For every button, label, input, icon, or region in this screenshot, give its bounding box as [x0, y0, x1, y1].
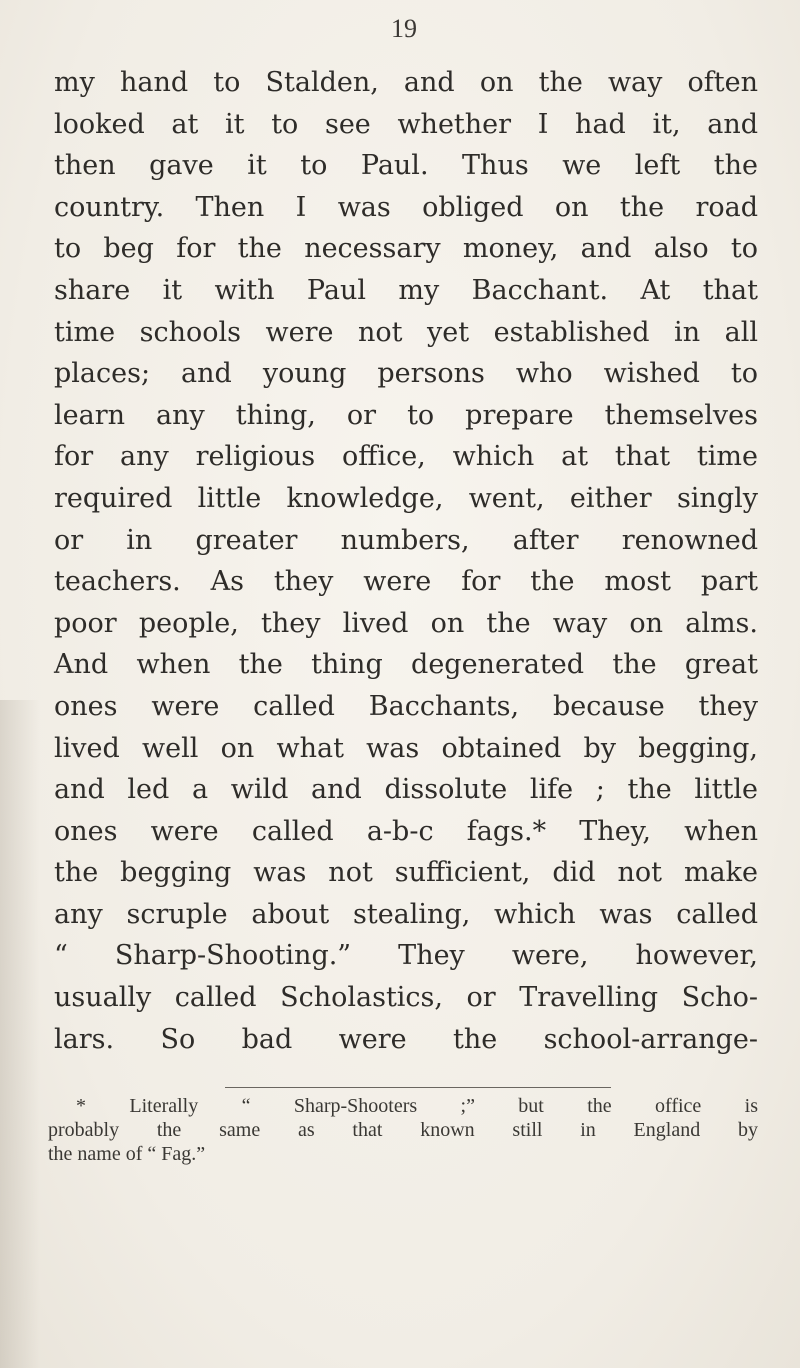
footnote-line: the name of “ Fag.”	[48, 1143, 206, 1165]
page-number: 19	[391, 14, 417, 43]
body-line: lived well on what was obtained by begging,	[54, 732, 758, 764]
body-line: for any religious office, which at that time	[54, 441, 758, 473]
body-line: learn any thing, or to prepare themselves	[54, 399, 758, 431]
page-edge-shadow	[0, 700, 40, 1368]
body-line: my hand to Stalden, and on the way often	[54, 67, 758, 98]
body-line: poor people, they lived on the way on alms.	[54, 607, 758, 639]
body-line: And when the thing degenerated the great	[54, 649, 758, 681]
body-line: time schools were not yet established in all	[54, 316, 758, 348]
body-line: “ Sharp-Shooting.” They were, however,	[54, 940, 758, 972]
body-line: lars. So bad were the school-arrange-	[54, 1023, 758, 1055]
footnote-line: probably the same as that known still in England by	[48, 1119, 758, 1141]
body-line: and led a wild and dissolute life ; the little	[54, 774, 758, 806]
body-line: teachers. As they were for the most part	[54, 566, 758, 598]
body-line: required little knowledge, went, either singly	[54, 482, 758, 514]
footnote-divider	[225, 1087, 611, 1088]
footnote	[48, 1094, 758, 1166]
body-line: ones were called Bacchants, because they	[54, 690, 758, 722]
footnote-line: * Literally “ Sharp-Shooters ;” but the office is	[76, 1095, 758, 1117]
body-text	[54, 62, 758, 1060]
body-line: ones were called a-b-c fags.* They, when	[54, 815, 758, 847]
body-line: places; and young persons who wished to	[54, 358, 758, 390]
body-line: the begging was not sufficient, did not make	[54, 857, 758, 889]
body-line: any scruple about stealing, which was called	[54, 898, 758, 930]
body-line: looked at it to see whether I had it, and	[54, 108, 758, 140]
body-line: usually called Scholastics, or Travelling Scho-	[54, 982, 758, 1014]
body-line: share it with Paul my Bacchant. At that	[54, 274, 758, 306]
body-line: or in greater numbers, after renowned	[54, 524, 758, 556]
body-line: then gave it to Paul. Thus we left the	[54, 150, 758, 182]
body-line: country. Then I was obliged on the road	[54, 191, 758, 223]
body-line: to beg for the necessary money, and also to	[54, 233, 758, 265]
